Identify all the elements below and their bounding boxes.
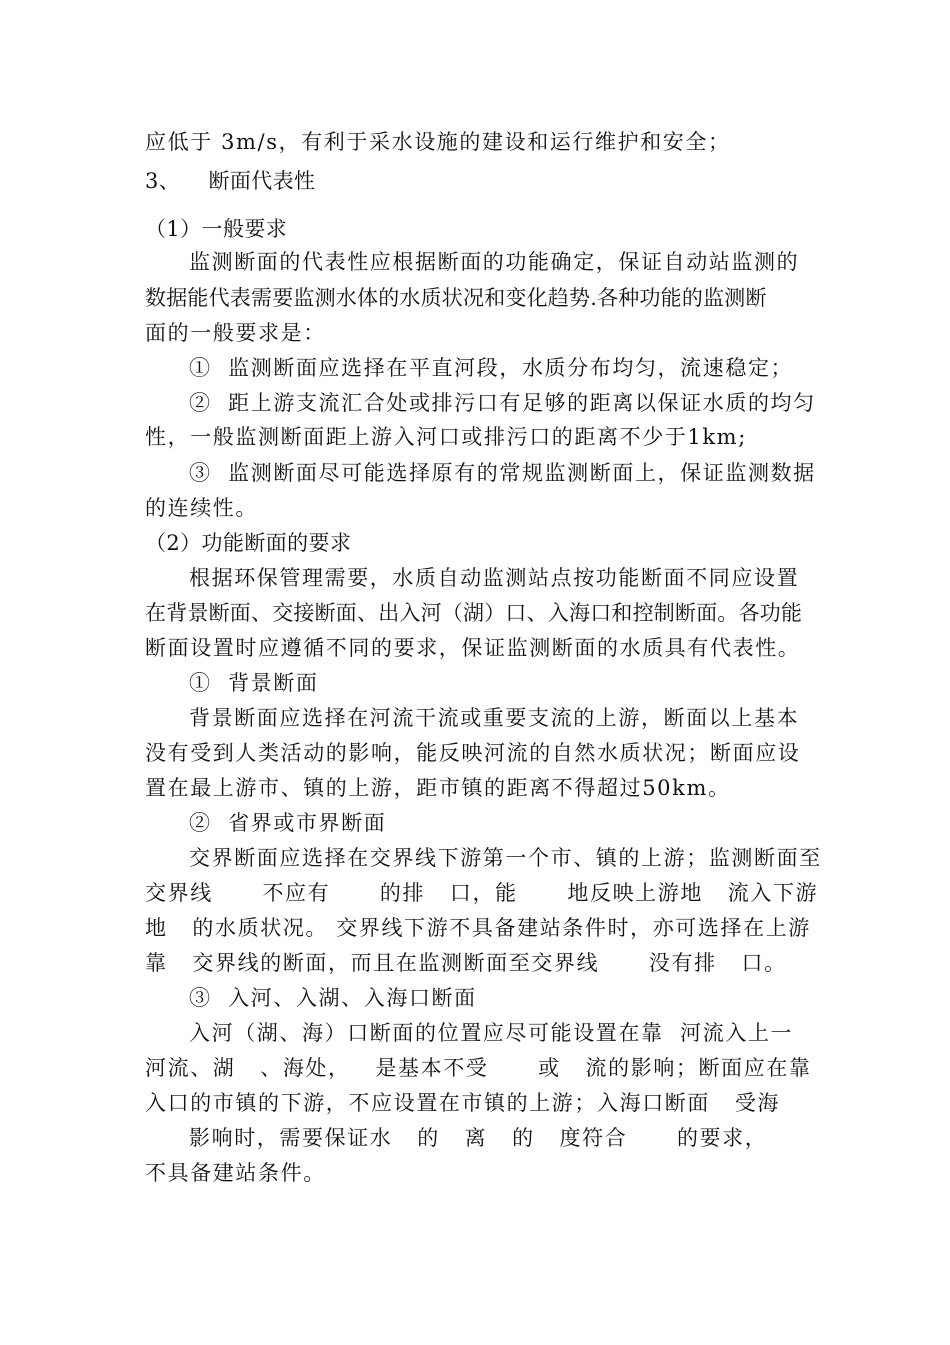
- text-line-26: 入河（湖、海）口断面的位置应尽可能设置在靠 河流入上一: [189, 1021, 794, 1045]
- subheading-general-requirements: （1）一般要求: [145, 217, 288, 241]
- text-line-23: 地 的水质状况。 交界线下游不具备建站条件时，亦可选择在上游: [145, 916, 811, 940]
- list-item-2: ② 距上游支流汇合处或排污口有足够的距离以保证水质的均匀: [189, 391, 816, 415]
- list-heading-background-section: ① 背景断面: [189, 671, 319, 695]
- section-heading-3: 3、 断面代表性: [145, 169, 316, 193]
- text-line-28: 入口的市镇的下游，不应设置在市镇的上游；入海口断面 受海: [145, 1091, 781, 1115]
- text-line-27: 河流、湖 、海处， 是基本不受 或 流的影响；断面应在靠: [145, 1056, 812, 1080]
- text-line-17: 背景断面应选择在河流干流或重要支流的上游，断面以上基本: [189, 706, 800, 730]
- text-line-30: 不具备建站条件。: [145, 1161, 326, 1185]
- text-line-18: 没有受到人类活动的影响，能反映河流的自然水质状况；断面应设: [145, 741, 801, 765]
- text-line-11: 的连续性。: [145, 496, 258, 520]
- text-line-21: 交界断面应选择在交界线下游第一个市、镇的上游；监测断面至: [189, 846, 822, 870]
- text-line-6: 面的一般要求是：: [145, 321, 326, 345]
- text-line-13: 根据环保管理需要，水质自动监测站点按功能断面不同应设置: [189, 566, 800, 590]
- text-line-4: 监测断面的代表性应根据断面的功能确定，保证自动站监测的: [189, 250, 800, 274]
- text-line-9: 性，一般监测断面距上游入河口或排污口的距离不少于1km;: [145, 425, 747, 449]
- text-line-19: 置在最上游市、镇的上游，距市镇的距离不得超过50km。: [145, 776, 731, 800]
- list-heading-boundary-section: ② 省界或市界断面: [189, 811, 387, 835]
- list-item-3: ③ 监测断面尽可能选择原有的常规监测断面上，保证监测数据: [189, 461, 816, 485]
- text-line-5: 数据能代表需要监测水体的水质状况和变化趋势.各种功能的监测断: [145, 286, 767, 310]
- text-line-1: 应低于 3m/s，有利于采水设施的建设和运行维护和安全；: [145, 130, 731, 154]
- text-line-22: 交界线 不应有 的排 口，能 地反映上游地 流入下游: [145, 881, 819, 905]
- text-line-15: 断面设置时应遵循不同的要求，保证监测断面的水质具有代表性。: [145, 636, 801, 660]
- text-line-29: 影响时，需要保证水 的 离 的 度符合 的要求，: [189, 1126, 768, 1150]
- list-item-1: ① 监测断面应选择在平直河段，水质分布均匀，流速稳定；: [189, 356, 794, 380]
- subheading-functional-sections: （2）功能断面的要求: [145, 531, 352, 555]
- text-line-14: 在背景断面、交接断面、出入河（湖）口、入海口和控制断面。各功能: [145, 601, 803, 625]
- list-heading-inlet-section: ③ 入河、入湖、入海口断面: [189, 986, 477, 1010]
- text-line-24: 靠 交界线的断面，而且在监测断面至交界线 没有排 口。: [145, 951, 787, 975]
